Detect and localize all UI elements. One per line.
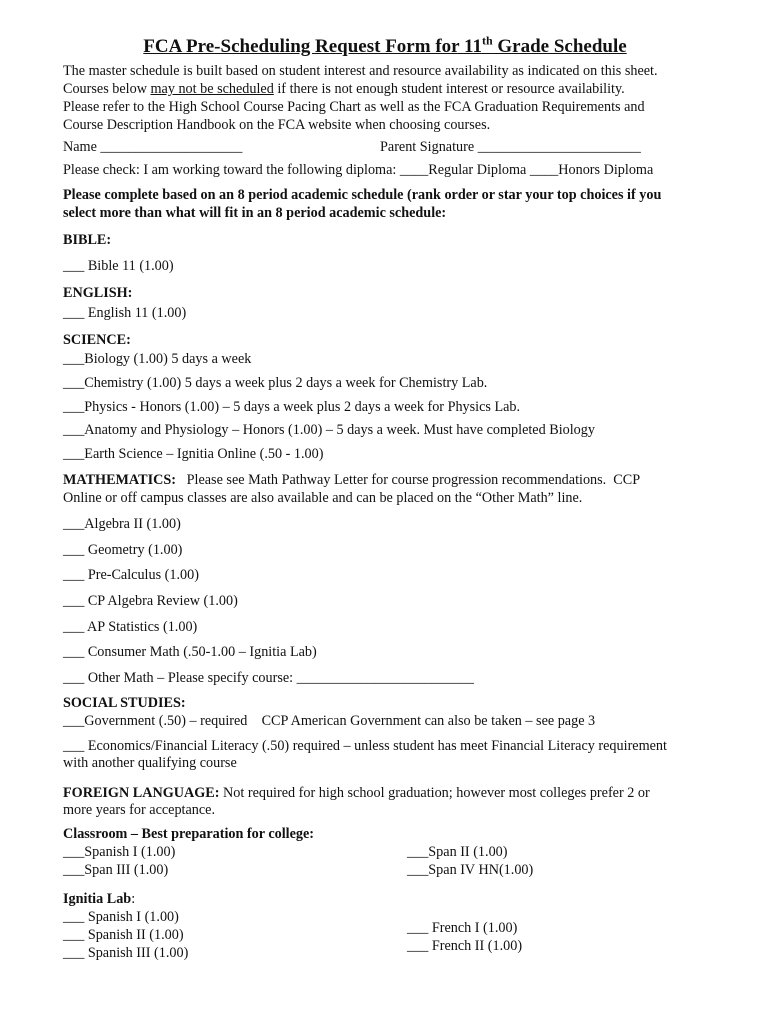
- science-heading: SCIENCE:: [63, 332, 131, 348]
- math-item-other-math[interactable]: ___ Other Math – Please specify course: _________________________: [63, 670, 474, 686]
- math-heading-line: [63, 472, 640, 489]
- ignitia-colon: :: [131, 891, 136, 907]
- math-item-algebra-ii[interactable]: ___Algebra II (1.00): [63, 516, 181, 532]
- title-superscript: th: [481, 34, 493, 48]
- math-item-geometry[interactable]: ___ Geometry (1.00): [63, 542, 183, 558]
- intro-paragraph: [63, 62, 713, 134]
- bible-item[interactable]: ___ Bible 11 (1.00): [63, 258, 174, 274]
- parent-signature-field[interactable]: Parent Signature _______________________: [380, 139, 641, 155]
- intro-line-2-post: if there is not enough student interest or resource availability.: [273, 81, 625, 97]
- intro-line-4: Course Description Handbook on the FCA website when choosing courses.: [63, 117, 491, 133]
- intro-line-2-pre: Courses below: [63, 81, 151, 97]
- classroom-item-span-iii[interactable]: ___Span III (1.00): [63, 862, 169, 878]
- ignitia-heading-line: [63, 891, 135, 908]
- ignitia-item-spanish-iii[interactable]: ___ Spanish III (1.00): [63, 945, 189, 961]
- science-item-physics[interactable]: ___Physics - Honors (1.00) – 5 days a week plus 2 days a week for Physics Lab.: [63, 399, 521, 415]
- english-heading: ENGLISH:: [63, 285, 133, 301]
- science-item-anatomy[interactable]: ___Anatomy and Physiology – Honors (1.00) – 5 days a week. Must have completed Biology: [63, 422, 595, 438]
- social-item-economics[interactable]: ___ Economics/Financial Literacy (.50) required – unless student has meet Financial Literacy requirement: [63, 738, 667, 754]
- bible-heading: BIBLE:: [63, 232, 112, 248]
- title-part1: FCA Pre-Scheduling Request Form for 11: [143, 36, 482, 58]
- math-item-pre-calculus[interactable]: ___ Pre-Calculus (1.00): [63, 567, 199, 583]
- instruction-line-2: select more than what will fit in an 8 period academic schedule:: [63, 205, 447, 221]
- ignitia-item-spanish-ii[interactable]: ___ Spanish II (1.00): [63, 927, 184, 943]
- social-item-government[interactable]: ___Government (.50) – required CCP American Government can also be taken – see page 3: [63, 713, 596, 729]
- form-title: [0, 30, 770, 58]
- science-item-biology[interactable]: ___Biology (1.00) 5 days a week: [63, 351, 252, 367]
- foreign-note-line-2: more years for acceptance.: [63, 802, 216, 818]
- ignitia-item-spanish-i[interactable]: ___ Spanish I (1.00): [63, 909, 179, 925]
- name-field[interactable]: Name ____________________: [63, 139, 243, 155]
- foreign-note-line-1: Not required for high school graduation; however most colleges prefer 2 or: [219, 785, 650, 801]
- math-item-cp-algebra-review[interactable]: ___ CP Algebra Review (1.00): [63, 593, 238, 609]
- instruction-line-1: Please complete based on an 8 period academic schedule (rank order or star your top choices if you: [63, 187, 662, 203]
- classroom-item-span-iv-hn[interactable]: ___Span IV HN(1.00): [407, 862, 534, 878]
- intro-line-1: The master schedule is built based on student interest and resource availability as indicated on this sheet.: [63, 63, 658, 79]
- math-item-ap-statistics[interactable]: ___ AP Statistics (1.00): [63, 619, 198, 635]
- social-studies-heading: SOCIAL STUDIES:: [63, 695, 186, 711]
- ignitia-item-french-i[interactable]: ___ French I (1.00): [407, 920, 518, 936]
- diploma-check-line[interactable]: Please check: I am working toward the following diploma: ____Regular Diploma ____Honors Diploma: [63, 162, 654, 178]
- classroom-item-span-ii[interactable]: ___Span II (1.00): [407, 844, 508, 860]
- science-item-chemistry[interactable]: ___Chemistry (1.00) 5 days a week plus 2 days a week for Chemistry Lab.: [63, 375, 488, 391]
- foreign-heading-line: [63, 785, 650, 802]
- title-part2: Grade Schedule: [492, 36, 627, 58]
- foreign-heading: FOREIGN LANGUAGE:: [63, 785, 220, 801]
- intro-underlined-phrase: may not be scheduled: [150, 81, 274, 97]
- math-note-line-2: Online or off campus classes are also available and can be placed on the “Other Math” line.: [63, 490, 583, 506]
- social-item-economics-line-2: with another qualifying course: [63, 755, 237, 771]
- classroom-heading: Classroom – Best preparation for college:: [63, 826, 315, 842]
- math-heading: MATHEMATICS:: [63, 472, 176, 488]
- classroom-item-spanish-i[interactable]: ___Spanish I (1.00): [63, 844, 176, 860]
- english-item[interactable]: ___ English 11 (1.00): [63, 305, 187, 321]
- ignitia-heading: Ignitia Lab: [63, 891, 132, 907]
- math-note-line-1: Please see Math Pathway Letter for course progression recommendations. CCP: [175, 472, 641, 488]
- math-item-consumer-math[interactable]: ___ Consumer Math (.50-1.00 – Ignitia Lab): [63, 644, 317, 660]
- intro-line-3: Please refer to the High School Course Pacing Chart as well as the FCA Graduation Requirements and: [63, 99, 645, 115]
- intro-line-2: [63, 80, 713, 98]
- ignitia-item-french-ii[interactable]: ___ French II (1.00): [407, 938, 523, 954]
- science-item-earth-science[interactable]: ___Earth Science – Ignitia Online (.50 - 1.00): [63, 446, 324, 462]
